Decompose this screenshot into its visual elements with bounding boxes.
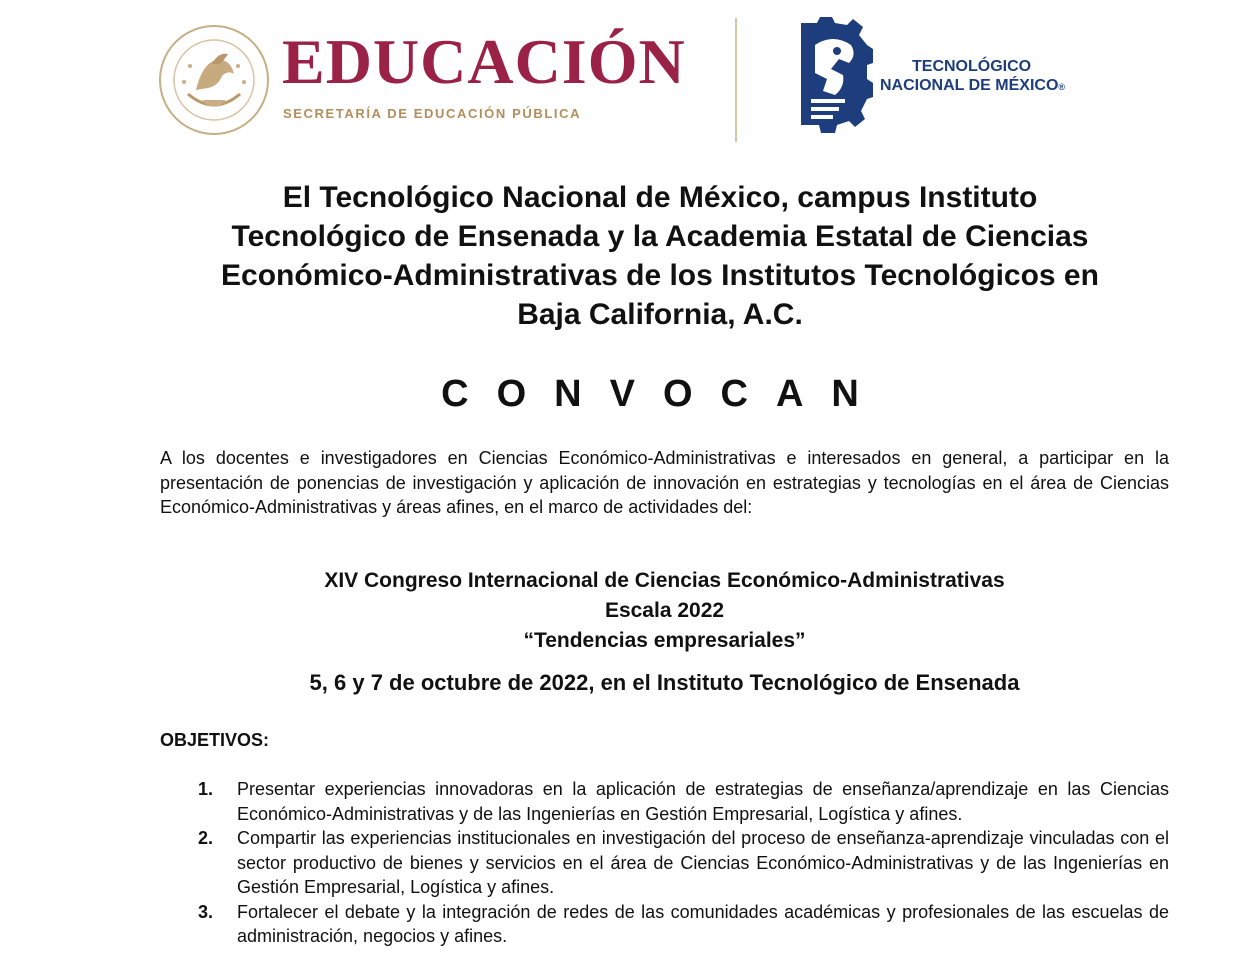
mexico-coat-of-arms-seal-icon bbox=[158, 24, 270, 136]
tecnm-name bbox=[880, 57, 1065, 97]
institution-heading bbox=[140, 178, 1180, 334]
list-item bbox=[160, 777, 1169, 826]
objectives-list bbox=[160, 777, 1169, 949]
intro-paragraph: A los docentes e investigadores en Ciencias Económico-Administrativas e interesados en general, a participar en la presentación de ponencias de investigación y aplicación de innovación en estrategias y tecnologías en el área de Ciencias Económico-Administrativas y áreas afines, en el marco de actividades del: bbox=[160, 448, 1169, 517]
logo-divider bbox=[735, 18, 737, 142]
congress-theme: “Tendencias empresariales” bbox=[523, 629, 806, 652]
tecnm-name-line1: TECNOLÓGICO bbox=[912, 58, 1032, 75]
document-header bbox=[0, 0, 1260, 150]
sep-subtitle: SECRETARÍA DE EDUCACIÓN PÚBLICA bbox=[283, 106, 582, 121]
institution-line: Baja California, A.C. bbox=[517, 298, 803, 331]
objectives-heading: OBJETIVOS: bbox=[160, 730, 270, 750]
objective-number: 1. bbox=[198, 779, 214, 799]
tecnm-gear-logo-icon bbox=[787, 15, 873, 135]
institution-line: Económico-Administrativas de los Institutos Tecnológicos en bbox=[221, 259, 1099, 292]
congress-name: XIV Congreso Internacional de Ciencias Económico-Administrativas bbox=[324, 569, 1005, 592]
list-item bbox=[160, 900, 1169, 949]
sep-education-title: EDUCACIÓN bbox=[282, 26, 686, 97]
objective-number: 2. bbox=[198, 828, 214, 848]
event-dates: 5, 6 y 7 de octubre de 2022, en el Instituto Tecnológico de Ensenada bbox=[309, 670, 1020, 695]
objective-number: 3. bbox=[198, 901, 214, 922]
congress-title-block bbox=[160, 566, 1169, 656]
objective-text: Compartir las experiencias institucionales en investigación del proceso de enseñanza-aprendizaje vinculadas con el sector productivo de bienes y servicios en el área de Ciencias Económico-Administrativas y de las Ingenierías en Gestión Empresarial, Logística y afines. bbox=[237, 828, 1169, 897]
convocan-heading: CONVOCAN bbox=[441, 373, 887, 415]
tecnm-name-line2: NACIONAL DE MÉXICO® bbox=[880, 77, 1066, 94]
objective-text: Presentar experiencias innovadoras en la aplicación de estrategias de enseñanza/aprendizaje en las Ciencias Económico-Administrativas y de las Ingenierías en Gestión Empresarial, Logística y afines. bbox=[237, 779, 1169, 824]
registered-mark: ® bbox=[1058, 82, 1066, 92]
institution-line: Tecnológico de Ensenada y la Academia Estatal de Ciencias bbox=[231, 220, 1089, 253]
list-item bbox=[160, 826, 1169, 900]
congress-edition: Escala 2022 bbox=[604, 599, 725, 622]
objective-text: Fortalecer el debate y la integración de redes de las comunidades académicas y profesionales de las escuelas de administración, negocios y afines. bbox=[237, 901, 1169, 946]
institution-line: El Tecnológico Nacional de México, campus Instituto bbox=[282, 181, 1038, 214]
